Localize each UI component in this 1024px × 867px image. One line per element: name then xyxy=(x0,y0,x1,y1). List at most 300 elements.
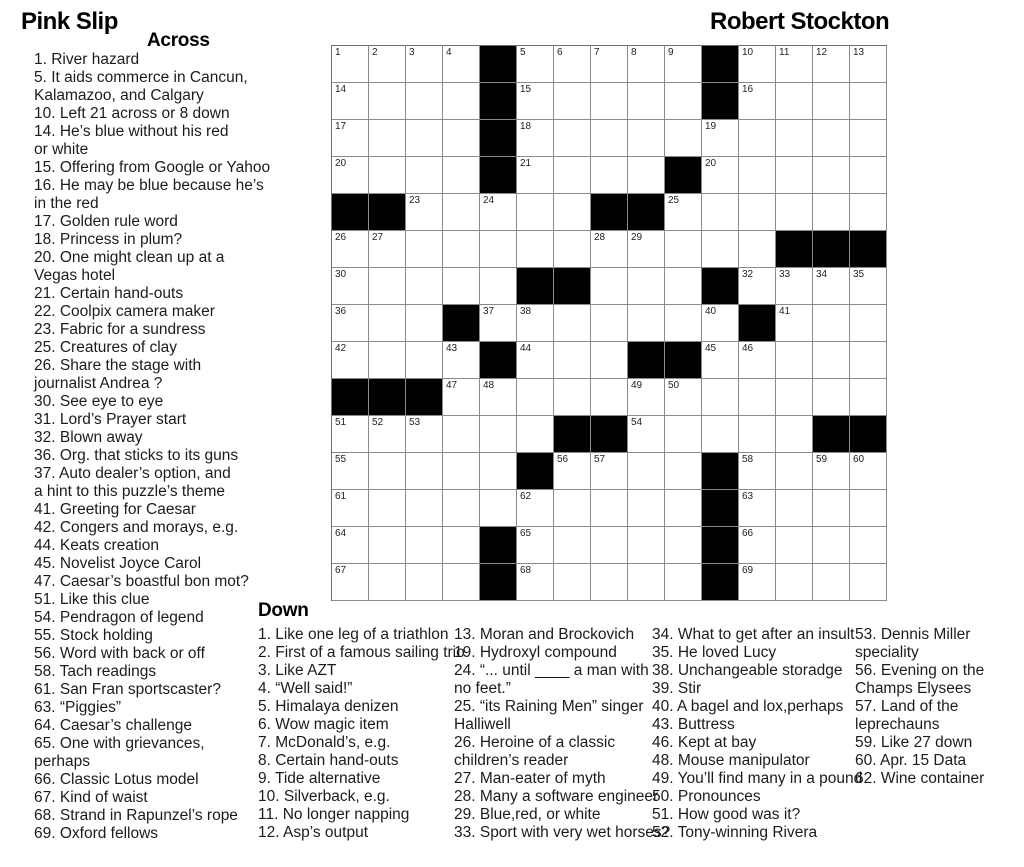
grid-cell[interactable] xyxy=(369,416,406,453)
clue-line: 4. “Well said!” xyxy=(258,680,353,697)
grid-cell[interactable] xyxy=(406,342,443,379)
grid-cell[interactable] xyxy=(443,564,480,601)
grid-cell[interactable] xyxy=(776,453,813,490)
grid-cell[interactable] xyxy=(776,83,813,120)
clue-line: in the red xyxy=(34,195,99,212)
grid-cell[interactable] xyxy=(591,305,628,342)
grid-cell[interactable] xyxy=(443,342,480,379)
grid-cell[interactable] xyxy=(591,379,628,416)
grid-cell[interactable] xyxy=(591,564,628,601)
grid-cell[interactable] xyxy=(332,268,369,305)
grid-cell[interactable] xyxy=(480,231,517,268)
grid-cell[interactable] xyxy=(406,46,443,83)
grid-cell[interactable] xyxy=(739,231,776,268)
grid-cell[interactable] xyxy=(369,120,406,157)
grid-cell[interactable] xyxy=(850,453,887,490)
cell-number: 66 xyxy=(742,528,754,539)
grid-cell[interactable] xyxy=(665,379,702,416)
grid-cell[interactable] xyxy=(480,194,517,231)
cell-number: 51 xyxy=(335,417,347,428)
clue-line: 47. Caesar’s boastful bon mot? xyxy=(34,573,249,590)
grid-cell[interactable] xyxy=(554,83,591,120)
grid-cell[interactable] xyxy=(517,231,554,268)
clue-line: 23. Fabric for a sundress xyxy=(34,321,206,338)
grid-cell[interactable] xyxy=(517,564,554,601)
grid-cell[interactable] xyxy=(554,564,591,601)
grid-cell[interactable] xyxy=(480,268,517,305)
grid-cell[interactable] xyxy=(702,194,739,231)
grid-cell[interactable] xyxy=(480,305,517,342)
cell-number: 9 xyxy=(668,47,674,58)
grid-cell[interactable] xyxy=(776,416,813,453)
clue-line: 22. Coolpix camera maker xyxy=(34,303,215,320)
grid-cell[interactable] xyxy=(739,453,776,490)
clue-line: 40. A bagel and lox,perhaps xyxy=(652,698,844,715)
grid-cell[interactable] xyxy=(554,231,591,268)
cell-number: 50 xyxy=(668,380,680,391)
grid-cell[interactable] xyxy=(628,157,665,194)
grid-cell[interactable] xyxy=(591,268,628,305)
grid-cell[interactable] xyxy=(517,490,554,527)
grid-cell[interactable] xyxy=(628,120,665,157)
grid-cell[interactable] xyxy=(739,157,776,194)
grid-cell[interactable] xyxy=(480,490,517,527)
grid-cell[interactable] xyxy=(850,490,887,527)
clue-line: 60. Apr. 15 Data xyxy=(855,752,967,769)
grid-cell[interactable] xyxy=(332,527,369,564)
clue-line: 28. Many a software engineer xyxy=(454,788,659,805)
cell-number: 18 xyxy=(520,121,532,132)
grid-cell[interactable] xyxy=(628,83,665,120)
grid-cell[interactable] xyxy=(369,305,406,342)
grid-cell[interactable] xyxy=(443,83,480,120)
grid-cell[interactable] xyxy=(628,268,665,305)
grid-cell[interactable] xyxy=(739,194,776,231)
grid-cell[interactable] xyxy=(517,416,554,453)
grid-cell[interactable] xyxy=(850,342,887,379)
clue-line: 26. Share the stage with xyxy=(34,357,202,374)
grid-cell[interactable] xyxy=(591,342,628,379)
clue-line: 59. Like 27 down xyxy=(855,734,973,751)
grid-cell[interactable] xyxy=(406,120,443,157)
grid-cell[interactable] xyxy=(628,453,665,490)
grid-cell[interactable] xyxy=(702,379,739,416)
grid-cell[interactable] xyxy=(739,268,776,305)
grid-cell[interactable] xyxy=(591,157,628,194)
grid-cell[interactable] xyxy=(628,490,665,527)
cell-number: 21 xyxy=(520,158,532,169)
cell-number: 28 xyxy=(594,232,606,243)
clue-line: 33. Sport with very wet horses? xyxy=(454,824,671,841)
grid-cell[interactable] xyxy=(776,564,813,601)
cell-number: 36 xyxy=(335,306,347,317)
grid-cell-black xyxy=(480,120,517,157)
grid-cell[interactable] xyxy=(628,527,665,564)
grid-cell[interactable] xyxy=(628,379,665,416)
grid-cell[interactable] xyxy=(554,120,591,157)
clue-line: 56. Word with back or off xyxy=(34,645,205,662)
grid-cell[interactable] xyxy=(850,157,887,194)
grid-cell[interactable] xyxy=(332,120,369,157)
grid-cell[interactable] xyxy=(628,564,665,601)
grid-cell[interactable] xyxy=(554,305,591,342)
clue-line: Vegas hotel xyxy=(34,267,116,284)
grid-cell[interactable] xyxy=(406,564,443,601)
cell-number: 3 xyxy=(409,47,415,58)
cell-number: 33 xyxy=(779,269,791,280)
clue-line: Kalamazoo, and Calgary xyxy=(34,87,204,104)
grid-cell[interactable] xyxy=(665,305,702,342)
grid-cell[interactable] xyxy=(369,490,406,527)
clue-line: perhaps xyxy=(34,753,91,770)
grid-cell[interactable] xyxy=(443,46,480,83)
clue-line: 42. Congers and morays, e.g. xyxy=(34,519,239,536)
grid-cell[interactable] xyxy=(813,157,850,194)
grid-cell[interactable] xyxy=(517,527,554,564)
grid-cell[interactable] xyxy=(702,416,739,453)
clue-line: 1. Like one leg of a triathlon xyxy=(258,626,449,643)
grid-cell[interactable] xyxy=(369,157,406,194)
grid-cell[interactable] xyxy=(850,268,887,305)
grid-cell-black xyxy=(702,268,739,305)
cell-number: 7 xyxy=(594,47,600,58)
clue-line: 51. How good was it? xyxy=(652,806,801,823)
grid-cell[interactable] xyxy=(406,416,443,453)
clue-line: 37. Auto dealer’s option, and xyxy=(34,465,231,482)
down-clues-column-4 xyxy=(855,626,984,788)
cell-number: 17 xyxy=(335,121,347,132)
clue-line: 20. One might clean up at a xyxy=(34,249,225,266)
grid-cell[interactable] xyxy=(332,46,369,83)
grid-cell[interactable] xyxy=(739,564,776,601)
grid-cell-black xyxy=(443,305,480,342)
grid-cell[interactable] xyxy=(591,120,628,157)
grid-cell[interactable] xyxy=(554,46,591,83)
clue-line: children’s reader xyxy=(454,752,569,769)
grid-cell[interactable] xyxy=(406,83,443,120)
grid-cell[interactable] xyxy=(850,305,887,342)
grid-cell[interactable] xyxy=(850,194,887,231)
grid-cell[interactable] xyxy=(776,194,813,231)
cell-number: 40 xyxy=(705,306,717,317)
grid-cell-black xyxy=(369,194,406,231)
cell-number: 41 xyxy=(779,306,791,317)
grid-cell-black xyxy=(702,46,739,83)
clue-line: 39. Stir xyxy=(652,680,702,697)
cell-number: 19 xyxy=(705,121,717,132)
cell-number: 48 xyxy=(483,380,495,391)
grid-cell[interactable] xyxy=(443,268,480,305)
grid-cell[interactable] xyxy=(332,83,369,120)
grid-cell[interactable] xyxy=(406,527,443,564)
clue-line: 51. Like this clue xyxy=(34,591,150,608)
grid-cell[interactable] xyxy=(813,46,850,83)
grid-cell[interactable] xyxy=(369,527,406,564)
clue-line: 7. McDonald’s, e.g. xyxy=(258,734,391,751)
cell-number: 47 xyxy=(446,380,458,391)
clue-line: 36. Org. that sticks to its guns xyxy=(34,447,239,464)
grid-cell[interactable] xyxy=(554,490,591,527)
grid-cell[interactable] xyxy=(665,120,702,157)
grid-cell[interactable] xyxy=(332,157,369,194)
clue-line: 48. Mouse manipulator xyxy=(652,752,810,769)
grid-cell[interactable] xyxy=(517,379,554,416)
grid-cell[interactable] xyxy=(739,527,776,564)
grid-cell[interactable] xyxy=(813,453,850,490)
grid-cell[interactable] xyxy=(517,46,554,83)
clue-line: 69. Oxford fellows xyxy=(34,825,159,842)
grid-cell[interactable] xyxy=(813,490,850,527)
grid-cell-black xyxy=(591,416,628,453)
grid-cell[interactable] xyxy=(702,120,739,157)
grid-cell[interactable] xyxy=(554,379,591,416)
grid-cell-black xyxy=(369,379,406,416)
grid-cell[interactable] xyxy=(813,194,850,231)
grid-cell[interactable] xyxy=(443,490,480,527)
clue-line: 43. Buttress xyxy=(652,716,735,733)
grid-cell[interactable] xyxy=(776,527,813,564)
grid-cell[interactable] xyxy=(813,268,850,305)
cell-number: 53 xyxy=(409,417,421,428)
grid-cell[interactable] xyxy=(739,490,776,527)
grid-cell[interactable] xyxy=(443,231,480,268)
grid-cell[interactable] xyxy=(850,564,887,601)
grid-cell[interactable] xyxy=(813,305,850,342)
grid-cell-black xyxy=(332,194,369,231)
grid-cell-black xyxy=(776,231,813,268)
grid-cell[interactable] xyxy=(406,305,443,342)
across-clues xyxy=(34,51,270,843)
grid-cell[interactable] xyxy=(850,379,887,416)
clue-line: 25. “its Raining Men” singer xyxy=(454,698,644,715)
clue-line: 10. Left 21 across or 8 down xyxy=(34,105,230,122)
grid-cell[interactable] xyxy=(591,527,628,564)
grid-cell-black xyxy=(702,527,739,564)
cell-number: 16 xyxy=(742,84,754,95)
grid-cell[interactable] xyxy=(665,490,702,527)
grid-cell[interactable] xyxy=(517,83,554,120)
grid-cell[interactable] xyxy=(850,83,887,120)
grid-cell[interactable] xyxy=(665,564,702,601)
clue-line: no feet.” xyxy=(454,680,511,697)
grid-cell[interactable] xyxy=(332,453,369,490)
grid-cell-black xyxy=(813,231,850,268)
cell-number: 13 xyxy=(853,47,865,58)
grid-cell[interactable] xyxy=(332,231,369,268)
grid-cell[interactable] xyxy=(443,379,480,416)
clue-line: Halliwell xyxy=(454,716,511,733)
clue-line: 56. Evening on the xyxy=(855,662,985,679)
grid-cell[interactable] xyxy=(665,416,702,453)
grid-cell[interactable] xyxy=(813,83,850,120)
grid-cell[interactable] xyxy=(665,83,702,120)
grid-cell[interactable] xyxy=(628,231,665,268)
grid-cell[interactable] xyxy=(369,564,406,601)
cell-number: 12 xyxy=(816,47,828,58)
grid-cell[interactable] xyxy=(480,379,517,416)
clue-line: 24. “... until ____ a man with xyxy=(454,662,649,679)
grid-cell-black xyxy=(480,564,517,601)
clue-line: 38. Unchangeable storadge xyxy=(652,662,843,679)
grid-cell[interactable] xyxy=(591,46,628,83)
grid-cell[interactable] xyxy=(665,268,702,305)
grid-cell[interactable] xyxy=(628,416,665,453)
grid-cell[interactable] xyxy=(332,490,369,527)
cell-number: 26 xyxy=(335,232,347,243)
grid-cell[interactable] xyxy=(702,342,739,379)
grid-cell[interactable] xyxy=(517,120,554,157)
grid-cell[interactable] xyxy=(591,453,628,490)
grid-cell[interactable] xyxy=(591,231,628,268)
grid-cell[interactable] xyxy=(406,453,443,490)
grid-cell[interactable] xyxy=(665,46,702,83)
grid-cell[interactable] xyxy=(332,305,369,342)
cell-number: 8 xyxy=(631,47,637,58)
grid-cell[interactable] xyxy=(665,194,702,231)
clue-line: 41. Greeting for Caesar xyxy=(34,501,196,518)
grid-cell[interactable] xyxy=(406,157,443,194)
clue-line: 21. Certain hand-outs xyxy=(34,285,184,302)
grid-cell[interactable] xyxy=(739,379,776,416)
grid-cell[interactable] xyxy=(406,268,443,305)
grid-cell[interactable] xyxy=(517,157,554,194)
grid-cell[interactable] xyxy=(406,490,443,527)
grid-cell-black xyxy=(665,157,702,194)
grid-cell[interactable] xyxy=(332,416,369,453)
clue-line: Champs Elysees xyxy=(855,680,972,697)
grid-cell[interactable] xyxy=(443,157,480,194)
grid-cell[interactable] xyxy=(480,453,517,490)
grid-cell[interactable] xyxy=(554,194,591,231)
grid-cell[interactable] xyxy=(591,490,628,527)
grid-cell[interactable] xyxy=(443,453,480,490)
grid-cell-black xyxy=(628,342,665,379)
clue-line: 68. Strand in Rapunzel’s rope xyxy=(34,807,238,824)
grid-cell[interactable] xyxy=(554,453,591,490)
cell-number: 58 xyxy=(742,454,754,465)
grid-cell[interactable] xyxy=(332,564,369,601)
grid-cell[interactable] xyxy=(406,231,443,268)
clue-line: 55. Stock holding xyxy=(34,627,153,644)
cell-number: 64 xyxy=(335,528,347,539)
grid-cell[interactable] xyxy=(813,564,850,601)
grid-cell[interactable] xyxy=(369,342,406,379)
grid-cell[interactable] xyxy=(443,416,480,453)
grid-cell[interactable] xyxy=(554,527,591,564)
grid-cell[interactable] xyxy=(369,231,406,268)
grid-cell[interactable] xyxy=(443,120,480,157)
grid-cell[interactable] xyxy=(813,379,850,416)
grid-cell-black xyxy=(850,231,887,268)
grid-cell[interactable] xyxy=(702,157,739,194)
grid-cell[interactable] xyxy=(554,157,591,194)
cell-number: 32 xyxy=(742,269,754,280)
clue-line: 46. Kept at bay xyxy=(652,734,757,751)
grid-cell[interactable] xyxy=(813,120,850,157)
grid-cell[interactable] xyxy=(776,379,813,416)
grid-cell[interactable] xyxy=(517,194,554,231)
grid-cell[interactable] xyxy=(850,527,887,564)
grid-cell[interactable] xyxy=(628,46,665,83)
cell-number: 20 xyxy=(705,158,717,169)
grid-cell[interactable] xyxy=(739,120,776,157)
grid-cell[interactable] xyxy=(443,527,480,564)
grid-cell-black xyxy=(480,46,517,83)
clue-line: a hint to this puzzle’s theme xyxy=(34,483,225,500)
grid-cell[interactable] xyxy=(665,231,702,268)
grid-cell[interactable] xyxy=(739,416,776,453)
author-name: Robert Stockton xyxy=(710,8,890,35)
cell-number: 14 xyxy=(335,84,347,95)
grid-cell[interactable] xyxy=(776,342,813,379)
grid-cell[interactable] xyxy=(850,46,887,83)
clue-line: 9. Tide alternative xyxy=(258,770,381,787)
grid-cell[interactable] xyxy=(702,231,739,268)
grid-cell[interactable] xyxy=(665,527,702,564)
cell-number: 60 xyxy=(853,454,865,465)
grid-cell[interactable] xyxy=(850,120,887,157)
cell-number: 27 xyxy=(372,232,384,243)
clue-line: 54. Pendragon of legend xyxy=(34,609,204,626)
grid-cell-black xyxy=(813,416,850,453)
clue-line: 1. River hazard xyxy=(34,51,140,68)
grid-cell[interactable] xyxy=(739,342,776,379)
grid-cell-black xyxy=(702,490,739,527)
grid-cell[interactable] xyxy=(739,46,776,83)
clue-line: 6. Wow magic item xyxy=(258,716,389,733)
grid-cell[interactable] xyxy=(776,305,813,342)
clue-line: 29. Blue,red, or white xyxy=(454,806,601,823)
grid-cell[interactable] xyxy=(369,268,406,305)
grid-cell[interactable] xyxy=(369,453,406,490)
grid-cell[interactable] xyxy=(369,83,406,120)
grid-cell[interactable] xyxy=(776,268,813,305)
grid-cell[interactable] xyxy=(554,342,591,379)
grid-cell[interactable] xyxy=(813,527,850,564)
grid-cell[interactable] xyxy=(739,83,776,120)
grid-cell[interactable] xyxy=(665,453,702,490)
cell-number: 30 xyxy=(335,269,347,280)
grid-cell[interactable] xyxy=(776,120,813,157)
grid-cell[interactable] xyxy=(480,416,517,453)
cell-number: 46 xyxy=(742,343,754,354)
grid-cell[interactable] xyxy=(628,305,665,342)
cell-number: 57 xyxy=(594,454,606,465)
cell-number: 69 xyxy=(742,565,754,576)
grid-cell[interactable] xyxy=(813,342,850,379)
grid-cell-black xyxy=(702,453,739,490)
cell-number: 55 xyxy=(335,454,347,465)
grid-cell[interactable] xyxy=(517,342,554,379)
grid-cell[interactable] xyxy=(443,194,480,231)
clue-line: 50. Pronounces xyxy=(652,788,761,805)
clue-line: 63. “Piggies” xyxy=(34,699,122,716)
grid-cell[interactable] xyxy=(406,194,443,231)
grid-cell[interactable] xyxy=(702,305,739,342)
grid-cell[interactable] xyxy=(591,83,628,120)
clue-line: 18. Princess in plum? xyxy=(34,231,183,248)
grid-cell[interactable] xyxy=(369,46,406,83)
grid-cell[interactable] xyxy=(776,157,813,194)
grid-cell[interactable] xyxy=(776,46,813,83)
grid-cell[interactable] xyxy=(517,305,554,342)
grid-cell[interactable] xyxy=(332,342,369,379)
page-title: Pink Slip xyxy=(21,8,118,35)
cell-number: 20 xyxy=(335,158,347,169)
cell-number: 2 xyxy=(372,47,378,58)
grid-cell[interactable] xyxy=(776,490,813,527)
clue-line: 19. Hydroxyl compound xyxy=(454,644,617,661)
